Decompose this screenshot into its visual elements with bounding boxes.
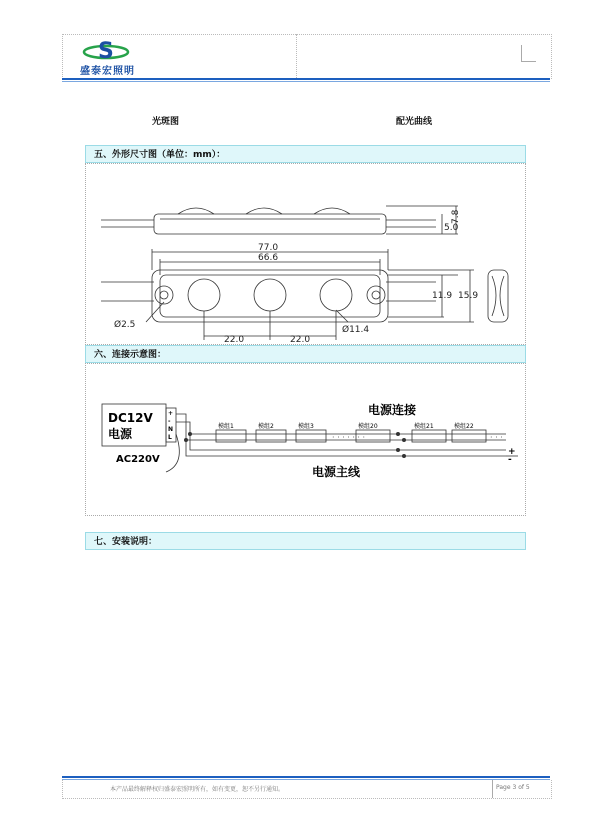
- main-line-plus: +: [508, 447, 516, 457]
- connection-label: 电源连接: [368, 403, 417, 417]
- header-rule: [62, 78, 550, 80]
- dim-height-large: 7.8: [451, 209, 461, 224]
- page-total: 5: [525, 784, 530, 791]
- dim-length-inner: 66.6: [258, 253, 279, 263]
- psu-input: AC220V: [116, 454, 160, 465]
- section-dimensions-title: 五、外形尺寸图（单位：mm）：: [85, 145, 526, 163]
- caption-light-spot: 光斑图: [152, 117, 180, 127]
- dim-lens-diameter: Ø11.4: [342, 325, 370, 335]
- header-corner-mark: [521, 45, 536, 62]
- module-1: 模组1: [218, 423, 234, 430]
- wiring-diagram: [86, 364, 527, 517]
- dim-length-total: 77.0: [258, 243, 279, 253]
- wiring-panel: [85, 363, 526, 516]
- footer-rule: [62, 776, 550, 778]
- terminal-n: N: [168, 426, 174, 433]
- svg-text:· · · · · · ·: · · · · · · ·: [332, 433, 366, 442]
- main-line-label: 电源主线: [312, 465, 361, 479]
- header-divider: [296, 34, 297, 78]
- section-install-title: 七、安装说明：: [85, 532, 526, 550]
- dim-pitch-2: 22.0: [290, 335, 311, 345]
- terminal-minus: -: [168, 418, 171, 425]
- svg-text:· · ·: · · ·: [490, 433, 503, 442]
- company-name: 盛泰宏照明: [80, 66, 135, 77]
- dim-width-inner: 11.9: [432, 291, 453, 301]
- module-21: 模组21: [414, 423, 434, 430]
- dim-height-small: 5.0: [444, 223, 459, 233]
- dimension-drawing: [86, 164, 527, 346]
- section-wiring-title: 六、连接示意图：: [85, 345, 526, 363]
- caption-light-curve: 配光曲线: [396, 117, 433, 127]
- logo-letter: S: [98, 39, 114, 64]
- module-3: 模组3: [298, 423, 314, 430]
- header-rule-thin: [62, 81, 550, 82]
- module-2: 模组2: [258, 423, 274, 430]
- page-of: of: [518, 784, 524, 791]
- page-prefix: Page: [496, 784, 511, 791]
- dim-pitch-1: 22.0: [224, 335, 245, 345]
- module-22: 模组22: [454, 423, 474, 430]
- page-indicator: [496, 784, 530, 791]
- psu-label: 电源: [108, 427, 133, 441]
- footer-notice: 本产品最终解释权归盛泰宏照明所有，如有变更，恕不另行通知。: [110, 786, 285, 793]
- terminal-l: L: [168, 434, 172, 441]
- psu-voltage: DC12V: [108, 411, 153, 425]
- main-line-minus: -: [508, 455, 512, 465]
- page-number: 3: [512, 784, 517, 791]
- terminal-plus: +: [168, 410, 174, 417]
- dim-width-total: 15.9: [458, 291, 479, 301]
- footer-divider: [492, 780, 493, 798]
- module-20: 模组20: [358, 423, 378, 430]
- dimensions-panel: [85, 163, 526, 345]
- dim-hole-diameter: Ø2.5: [114, 320, 136, 330]
